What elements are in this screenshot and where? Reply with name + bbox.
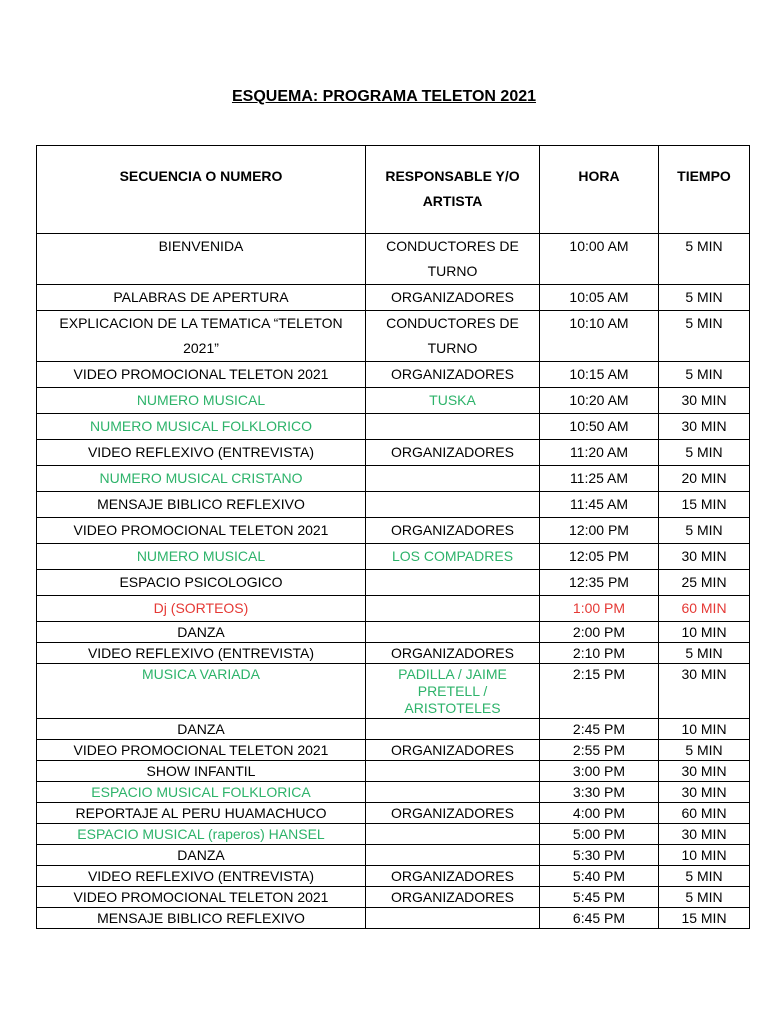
table-row (37, 908, 750, 929)
cell-responsible: CONDUCTORES DE TURNO (366, 311, 540, 362)
cell-time: 11:25 AM (540, 466, 659, 492)
cell-sequence: ESPACIO PSICOLOGICO (37, 570, 366, 596)
table-row (37, 664, 750, 719)
table-header (37, 146, 750, 234)
cell-responsible: ORGANIZADORES (366, 643, 540, 664)
cell-time: 10:50 AM (540, 414, 659, 440)
cell-sequence: VIDEO REFLEXIVO (ENTREVISTA) (37, 643, 366, 664)
cell-sequence: NUMERO MUSICAL FOLKLORICO (37, 414, 366, 440)
table-body (37, 234, 750, 929)
cell-sequence: VIDEO PROMOCIONAL TELETON 2021 (37, 518, 366, 544)
cell-responsible: LOS COMPADRES (366, 544, 540, 570)
table-row (37, 622, 750, 643)
header-duration: TIEMPO (659, 146, 750, 234)
cell-duration: 30 MIN (659, 761, 750, 782)
cell-sequence: DANZA (37, 719, 366, 740)
cell-responsible: TUSKA (366, 388, 540, 414)
cell-responsible: ORGANIZADORES (366, 803, 540, 824)
cell-sequence: VIDEO PROMOCIONAL TELETON 2021 (37, 362, 366, 388)
cell-sequence: REPORTAJE AL PERU HUAMACHUCO (37, 803, 366, 824)
cell-sequence: MUSICA VARIADA (37, 664, 366, 719)
cell-sequence: NUMERO MUSICAL (37, 388, 366, 414)
cell-responsible (366, 466, 540, 492)
cell-time: 10:00 AM (540, 234, 659, 285)
cell-responsible: ORGANIZADORES (366, 740, 540, 761)
cell-responsible: PADILLA / JAIME PRETELL / ARISTOTELES (366, 664, 540, 719)
program-table (36, 145, 750, 929)
cell-duration: 5 MIN (659, 311, 750, 362)
cell-sequence: VIDEO REFLEXIVO (ENTREVISTA) (37, 440, 366, 466)
cell-time: 11:45 AM (540, 492, 659, 518)
cell-duration: 20 MIN (659, 466, 750, 492)
table-row (37, 518, 750, 544)
cell-responsible: ORGANIZADORES (366, 440, 540, 466)
cell-responsible (366, 414, 540, 440)
cell-time: 10:10 AM (540, 311, 659, 362)
cell-sequence: MENSAJE BIBLICO REFLEXIVO (37, 492, 366, 518)
table-row (37, 643, 750, 664)
cell-sequence: DANZA (37, 845, 366, 866)
table-row (37, 887, 750, 908)
cell-responsible: ORGANIZADORES (366, 518, 540, 544)
cell-time: 5:40 PM (540, 866, 659, 887)
table-row (37, 782, 750, 803)
cell-sequence: NUMERO MUSICAL (37, 544, 366, 570)
cell-duration: 30 MIN (659, 824, 750, 845)
cell-time: 2:10 PM (540, 643, 659, 664)
cell-time: 1:00 PM (540, 596, 659, 622)
cell-responsible (366, 719, 540, 740)
cell-sequence: VIDEO PROMOCIONAL TELETON 2021 (37, 740, 366, 761)
cell-duration: 60 MIN (659, 596, 750, 622)
cell-sequence: PALABRAS DE APERTURA (37, 285, 366, 311)
table-row (37, 414, 750, 440)
table-row (37, 803, 750, 824)
cell-time: 5:00 PM (540, 824, 659, 845)
cell-sequence: SHOW INFANTIL (37, 761, 366, 782)
cell-time: 10:05 AM (540, 285, 659, 311)
cell-time: 2:15 PM (540, 664, 659, 719)
cell-duration: 5 MIN (659, 285, 750, 311)
cell-responsible: ORGANIZADORES (366, 866, 540, 887)
cell-time: 2:00 PM (540, 622, 659, 643)
cell-responsible (366, 824, 540, 845)
cell-sequence: BIENVENIDA (37, 234, 366, 285)
cell-time: 5:30 PM (540, 845, 659, 866)
cell-responsible (366, 782, 540, 803)
header-sequence: SECUENCIA O NUMERO (37, 146, 366, 234)
table-row (37, 388, 750, 414)
cell-responsible: ORGANIZADORES (366, 285, 540, 311)
cell-responsible (366, 596, 540, 622)
cell-sequence: Dj (SORTEOS) (37, 596, 366, 622)
cell-responsible: ORGANIZADORES (366, 362, 540, 388)
cell-duration: 5 MIN (659, 740, 750, 761)
table-row (37, 311, 750, 362)
cell-duration: 10 MIN (659, 622, 750, 643)
cell-duration: 30 MIN (659, 782, 750, 803)
cell-time: 10:15 AM (540, 362, 659, 388)
cell-time: 12:05 PM (540, 544, 659, 570)
cell-duration: 25 MIN (659, 570, 750, 596)
cell-time: 2:55 PM (540, 740, 659, 761)
cell-time: 5:45 PM (540, 887, 659, 908)
table-row (37, 824, 750, 845)
cell-responsible (366, 845, 540, 866)
cell-sequence: EXPLICACION DE LA TEMATICA “TELETON 2021” (37, 311, 366, 362)
cell-time: 3:30 PM (540, 782, 659, 803)
cell-duration: 30 MIN (659, 414, 750, 440)
cell-sequence: ESPACIO MUSICAL FOLKLORICA (37, 782, 366, 803)
table-row (37, 845, 750, 866)
cell-responsible (366, 908, 540, 929)
table-row (37, 466, 750, 492)
cell-responsible (366, 570, 540, 596)
table-row (37, 234, 750, 285)
table-row (37, 866, 750, 887)
header-row (37, 146, 750, 234)
cell-sequence: DANZA (37, 622, 366, 643)
cell-time: 6:45 PM (540, 908, 659, 929)
table-row (37, 740, 750, 761)
cell-time: 10:20 AM (540, 388, 659, 414)
table-row (37, 362, 750, 388)
cell-responsible (366, 492, 540, 518)
cell-duration: 15 MIN (659, 492, 750, 518)
cell-duration: 5 MIN (659, 440, 750, 466)
table-row (37, 285, 750, 311)
cell-time: 11:20 AM (540, 440, 659, 466)
cell-responsible (366, 761, 540, 782)
cell-sequence: ESPACIO MUSICAL (raperos) HANSEL (37, 824, 366, 845)
cell-duration: 5 MIN (659, 362, 750, 388)
cell-duration: 30 MIN (659, 544, 750, 570)
cell-time: 3:00 PM (540, 761, 659, 782)
cell-sequence: MENSAJE BIBLICO REFLEXIVO (37, 908, 366, 929)
cell-duration: 30 MIN (659, 664, 750, 719)
cell-duration: 10 MIN (659, 845, 750, 866)
header-responsible: RESPONSABLE Y/O ARTISTA (366, 146, 540, 234)
cell-duration: 5 MIN (659, 887, 750, 908)
cell-duration: 30 MIN (659, 388, 750, 414)
cell-duration: 5 MIN (659, 643, 750, 664)
table-row (37, 761, 750, 782)
table-row (37, 440, 750, 466)
table-row (37, 492, 750, 518)
cell-sequence: VIDEO REFLEXIVO (ENTREVISTA) (37, 866, 366, 887)
cell-time: 12:00 PM (540, 518, 659, 544)
cell-sequence: NUMERO MUSICAL CRISTANO (37, 466, 366, 492)
cell-duration: 10 MIN (659, 719, 750, 740)
cell-responsible: CONDUCTORES DE TURNO (366, 234, 540, 285)
cell-duration: 5 MIN (659, 866, 750, 887)
cell-time: 4:00 PM (540, 803, 659, 824)
cell-responsible (366, 622, 540, 643)
cell-time: 2:45 PM (540, 719, 659, 740)
cell-responsible: ORGANIZADORES (366, 887, 540, 908)
cell-duration: 15 MIN (659, 908, 750, 929)
table-row (37, 719, 750, 740)
cell-duration: 5 MIN (659, 234, 750, 285)
table-row (37, 544, 750, 570)
cell-duration: 60 MIN (659, 803, 750, 824)
cell-duration: 5 MIN (659, 518, 750, 544)
table-row (37, 596, 750, 622)
header-time: HORA (540, 146, 659, 234)
table-row (37, 570, 750, 596)
cell-sequence: VIDEO PROMOCIONAL TELETON 2021 (37, 887, 366, 908)
cell-time: 12:35 PM (540, 570, 659, 596)
page-title: ESQUEMA: PROGRAMA TELETON 2021 (231, 88, 537, 105)
